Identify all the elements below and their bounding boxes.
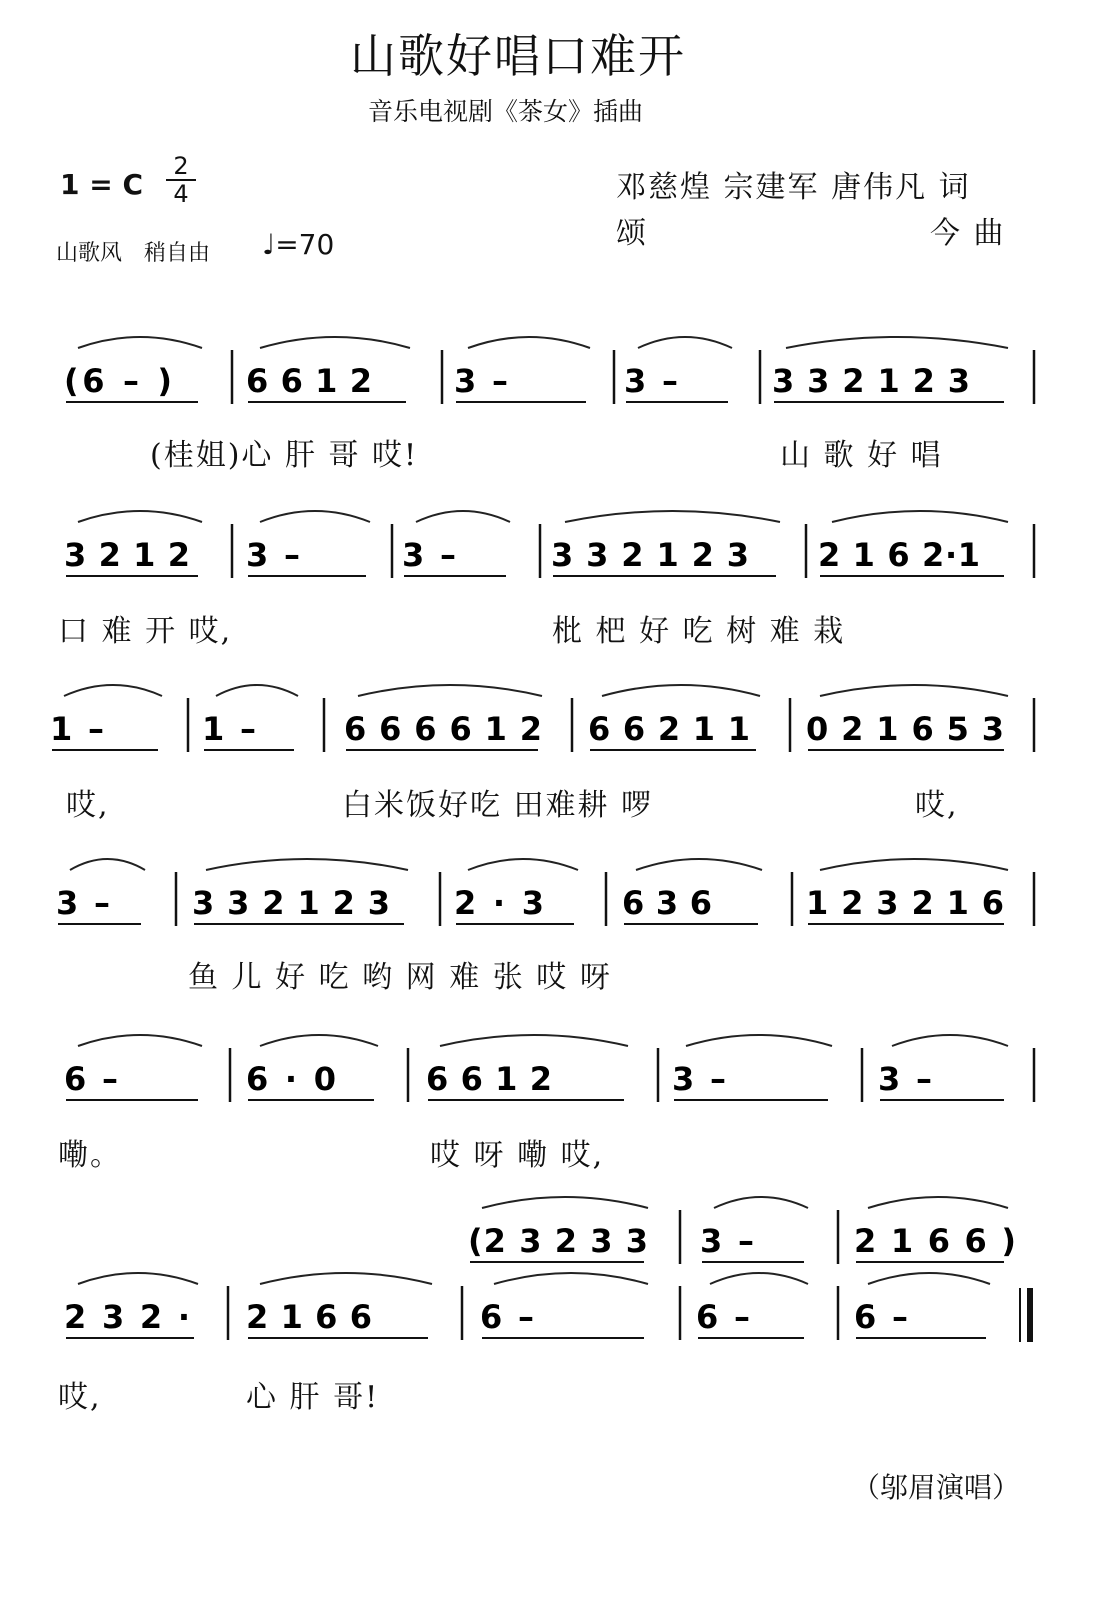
measure-notes: 6 –: [64, 1060, 118, 1098]
page-title: 山歌好唱口难开: [350, 29, 686, 83]
measure-notes: 3 3 2 1 2 3: [772, 362, 970, 400]
slur-arc: [468, 337, 590, 348]
slur-arc: [832, 511, 1008, 522]
lyric-line: (桂姐)心 肝 哥 哎!: [150, 438, 419, 473]
slur-arc: [892, 1035, 1008, 1046]
slur-arc: [206, 859, 408, 870]
lyricist-credit: 邓慈煌 宗建军 唐伟凡 词: [616, 170, 971, 205]
slur-arc: [70, 859, 145, 870]
lyric-line: 口 难 开 哎,: [58, 614, 233, 649]
measure-notes: 3 2 1 2: [64, 536, 190, 574]
slur-arc: [260, 511, 370, 522]
measure-notes: 3 –: [672, 1060, 726, 1098]
slur-arc: [468, 859, 578, 870]
tempo-value: =70: [275, 228, 335, 261]
measure-notes: 3 3 2 1 2 3: [551, 536, 749, 574]
measure-notes: 2 · 3: [454, 884, 544, 922]
slur-arc: [416, 511, 510, 522]
composer-name: 颂: [616, 216, 648, 251]
slur-arc: [565, 511, 780, 522]
measure-notes: 6 6 6 6 1 2: [344, 710, 542, 748]
composer-credit: 今 曲: [930, 216, 1006, 251]
measure-notes: 3 –: [878, 1060, 932, 1098]
measure-notes: (6 – ): [64, 362, 172, 400]
performer-credit: （邬眉演唱）: [852, 1471, 1021, 1504]
measure-notes: 2 1 6 6: [246, 1298, 372, 1336]
measure-notes: 1 –: [202, 710, 256, 748]
slur-arc: [482, 1197, 648, 1208]
measure-notes: 6 6 1 2: [246, 362, 372, 400]
lyric-line: 哎,: [58, 1380, 102, 1415]
slur-arc: [440, 1035, 628, 1046]
slur-arc: [636, 859, 762, 870]
page-subtitle: 音乐电视剧《茶女》插曲: [368, 97, 644, 126]
tempo-marking: [262, 228, 334, 261]
slur-arc: [868, 1197, 1008, 1208]
slur-arc: [260, 1273, 432, 1284]
performance-style: 山歌风 稍自由: [56, 241, 211, 266]
measure-notes: 2 1 6 6 ): [854, 1222, 1016, 1260]
measure-notes: 6 3 6: [622, 884, 712, 922]
quarter-note-icon: ♩: [262, 228, 276, 261]
slur-arc: [602, 685, 760, 696]
time-signature-bottom: 4: [173, 180, 189, 208]
lyric-line: 山 歌 好 唱: [780, 438, 943, 473]
slur-arc: [714, 1197, 808, 1208]
lyric-line: 枇 杷 好 吃 树 难 栽: [552, 614, 846, 649]
measure-notes: 1 –: [50, 710, 104, 748]
measure-notes: 6 6 1 2: [426, 1060, 552, 1098]
slur-arc: [710, 1273, 808, 1284]
measure-notes: 3 –: [402, 536, 456, 574]
measure-notes: 6 –: [696, 1298, 750, 1336]
measure-notes: 6 · 0: [246, 1060, 336, 1098]
slur-arc: [358, 685, 542, 696]
measure-notes: 3 –: [246, 536, 300, 574]
measure-notes: 1 2 3 2 1 6: [806, 884, 1004, 922]
measure-notes: 0 2 1 6 5 3: [806, 710, 1004, 748]
slur-arc: [820, 859, 1008, 870]
measure-notes: 3 –: [454, 362, 508, 400]
slur-arc: [638, 337, 732, 348]
slur-arc: [686, 1035, 832, 1046]
lyric-line: 哎,: [66, 788, 110, 823]
lyric-line: 心 肝 哥!: [246, 1380, 380, 1415]
slur-arc: [78, 1035, 202, 1046]
lyric-line: 哎,: [915, 788, 959, 823]
measure-notes: 2 3 2 ·: [64, 1298, 190, 1336]
measure-notes: 6 –: [480, 1298, 534, 1336]
slur-arc: [64, 685, 162, 696]
time-signature: [166, 154, 196, 206]
measure-notes: 3 –: [700, 1222, 754, 1260]
measure-notes: 6 6 2 1 1: [588, 710, 750, 748]
measure-notes: 3 3 2 1 2 3: [192, 884, 390, 922]
lyric-line: 白米饭好吃 田难耕 啰: [342, 788, 654, 823]
measure-notes: 2 1 6 2·1: [818, 536, 980, 574]
slur-arc: [78, 511, 202, 522]
key-signature: 1 = C: [60, 168, 143, 201]
slur-arc: [216, 685, 298, 696]
slur-arc: [78, 337, 202, 348]
measure-notes: 3 –: [624, 362, 678, 400]
measure-notes: 6 –: [854, 1298, 908, 1336]
lyric-line: 鱼 儿 好 吃 哟 网 难 张 哎 呀: [188, 960, 612, 995]
slur-arc: [260, 1035, 378, 1046]
lyric-line: 哎 呀 嘞 哎,: [430, 1138, 605, 1173]
slur-arc: [786, 337, 1008, 348]
slur-arc: [494, 1273, 648, 1284]
measure-notes: 3 –: [56, 884, 110, 922]
lyric-line: 嘞。: [58, 1138, 122, 1173]
time-signature-top: 2: [173, 152, 189, 180]
slur-arc: [868, 1273, 990, 1284]
slur-arc: [260, 337, 410, 348]
slur-arc: [78, 1273, 198, 1284]
measure-notes: (2 3 2 3 3: [468, 1222, 648, 1260]
slur-arc: [820, 685, 1008, 696]
